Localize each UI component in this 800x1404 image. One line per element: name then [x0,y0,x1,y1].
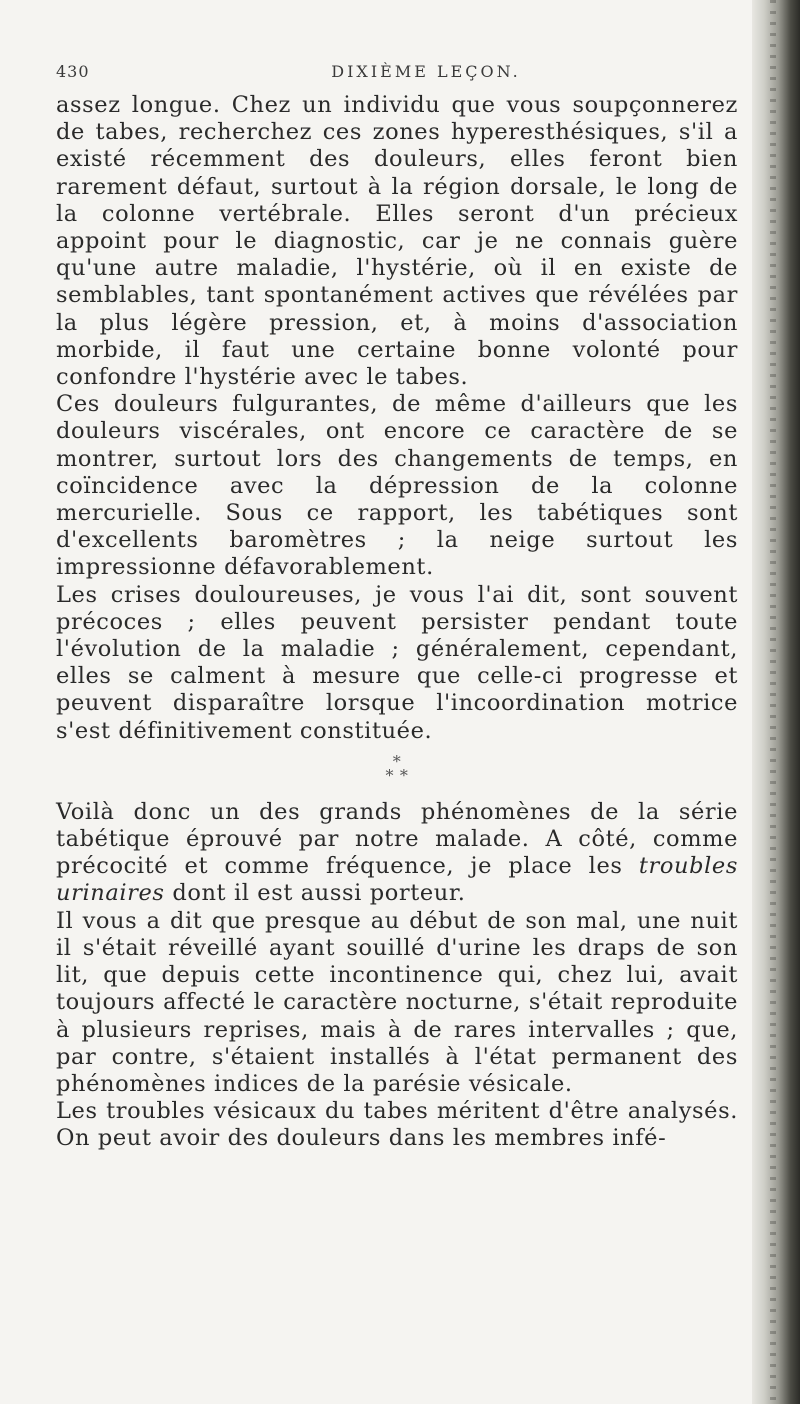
running-title: DIXIÈME LEÇON. [331,62,521,81]
book-spine-edge [752,0,800,1404]
running-header [56,62,676,86]
separator-star-top: * [392,751,402,771]
paragraph-5: Il vous a dit que presque au début de son mal, une nuit il s'était réveillé ayant souillé d'urine les draps de son lit, que depuis cette incontinence qui, chez lui, avait toujours affecté le caractère nocturne, s'était reproduite à plusieurs reprises, mais à de rares intervalles ; que, par contre, s'étaient installés à l'état permanent des phénomènes indices de la parésie vésicale. [56,907,738,1097]
paragraph-4 [56,799,738,908]
body-text [56,92,738,1153]
paragraph-4-before: Voilà donc un des grands phénomènes de la série tabétique éprouvé par notre malade. A côté, comme précocité et comme fréquence, je place les [56,798,738,880]
paragraph-1: assez longue. Chez un individu que vous soupçonnerez de tabes, recherchez ces zones hyperesthésiques, s'il a existé récemment des douleurs, elles feront bien rarement défaut, surtout à la région dorsale, le long de la colonne vertébrale. Elles seront d'un précieux appoint pour le diagnostic, car je ne connais guère qu'une autre maladie, l'hystérie, où il en existe de semblables, tant spontanément actives que révélées par la plus légère pression, et, à moins d'association morbide, il faut une certaine bonne volonté pour confondre l'hystérie avec le tabes. [56,92,738,391]
paragraph-4-italic: troubles urinaires [56,853,738,907]
paragraph-6: Les troubles vésicaux du tabes méritent d'être analysés. On peut avoir des douleurs dans les membres infé- [56,1098,738,1152]
paragraph-3: Les crises douloureuses, je vous l'ai dit, sont souvent précoces ; elles peuvent persister pendant toute l'évolution de la maladie ; généralement, cependant, elles se calment à mesure que celle-ci progresse et peuvent disparaître lorsque l'incoordination motrice s'est définitivement constituée. [56,581,738,744]
page-number: 430 [56,62,90,81]
separator-star-bottom: * * [385,765,409,785]
paragraph-2: Ces douleurs fulgurantes, de même d'ailleurs que les douleurs viscérales, ont encore ce caractère de se montrer, surtout lors des changements de temps, en coïncidence avec la dépression de la colonne mercurielle. Sous ce rapport, les tabétiques sont d'excellents baromètres ; la neige surtout les impressionne défavorablement. [56,391,738,581]
paragraph-4-after: dont il est aussi porteur. [164,880,466,907]
section-separator [56,751,738,785]
